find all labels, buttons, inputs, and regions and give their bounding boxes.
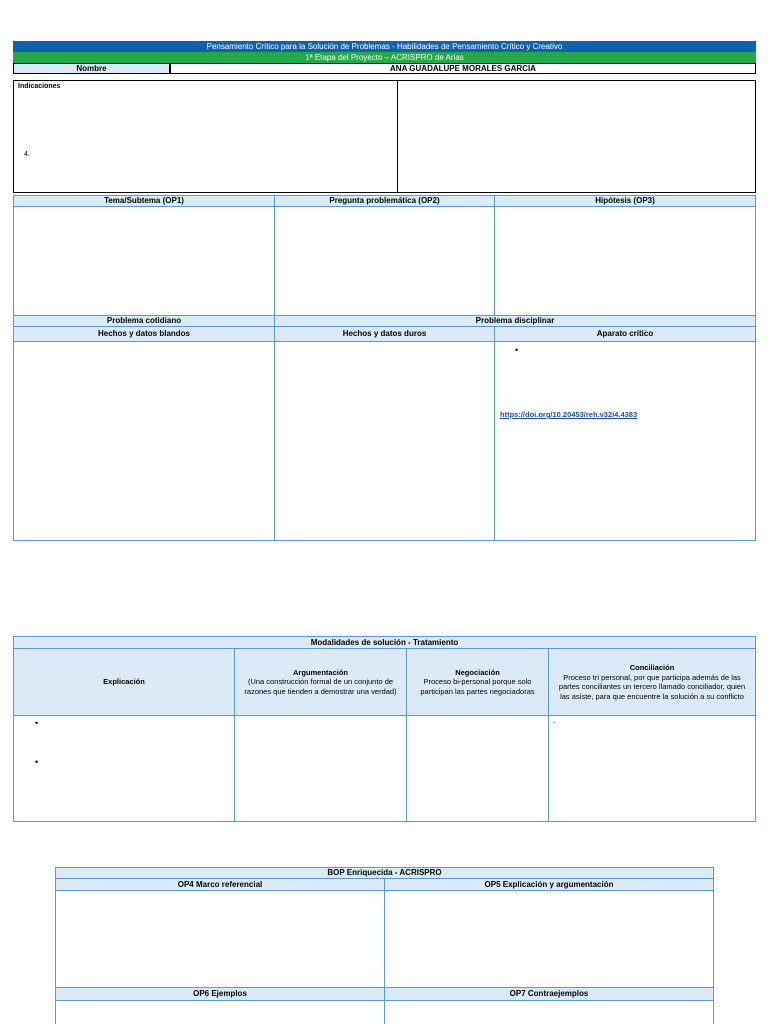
modalidades-title: Modalidades de solución - Tratamiento bbox=[13, 636, 756, 649]
conciliacion-dot: . bbox=[553, 716, 556, 725]
argumentacion-cell bbox=[234, 715, 407, 822]
indicaciones-right-box bbox=[397, 80, 756, 193]
argumentacion-desc: (Una construcción formal de un conjunto de razones que tienden a demostrar una verdad) bbox=[244, 677, 397, 696]
indicaciones-item: 4. bbox=[24, 151, 30, 158]
name-label: Nombre bbox=[13, 63, 170, 74]
aparato-critico-cell bbox=[494, 341, 756, 541]
hechos-duros-header: Hechos y datos duros bbox=[274, 326, 495, 342]
problema-disciplinar-header: Problema disciplinar bbox=[274, 315, 756, 327]
conciliacion-title: Conciliación bbox=[629, 663, 675, 672]
explicacion-cell bbox=[13, 715, 235, 822]
hechos-blandos-header: Hechos y datos blandos bbox=[13, 326, 275, 342]
tema-subtema-cell bbox=[13, 206, 275, 316]
aparato-critico-bullet: • bbox=[515, 345, 519, 355]
negociacion-desc: Proceso bi-personal porque solo participan las partes negociadoras bbox=[420, 677, 535, 696]
argumentacion-title: Argumentación bbox=[292, 667, 348, 677]
indicaciones-box bbox=[13, 80, 398, 193]
hipotesis-header: Hipótesis (OP3) bbox=[494, 195, 756, 207]
name-value: ANA GUADALUPE MORALES GARCIA bbox=[170, 63, 756, 74]
op6-cell bbox=[55, 1000, 385, 1024]
hechos-blandos-cell bbox=[13, 341, 275, 541]
negociacion-cell bbox=[406, 715, 549, 822]
explicacion-bullet-2: • bbox=[35, 757, 39, 767]
conciliacion-desc: Proceso tri personal, por que participa además de las partes conciliantes un tercero llamado conciliador, quien las asiste, para que encuentre la solución a su conflicto bbox=[558, 672, 746, 701]
op6-header: OP6 Ejemplos bbox=[55, 987, 385, 1001]
pregunta-problematica-cell bbox=[274, 206, 495, 316]
aparato-critico-header: Aparato crítico bbox=[494, 326, 756, 342]
op4-cell bbox=[55, 890, 385, 988]
negociacion-header bbox=[406, 648, 549, 716]
pregunta-problematica-header: Pregunta problemática (OP2) bbox=[274, 195, 495, 207]
bop-title: BOP Enriquecida - ACRISPRO bbox=[55, 867, 714, 879]
op4-header: OP4 Marco referencial bbox=[55, 878, 385, 891]
hechos-duros-cell bbox=[274, 341, 495, 541]
conciliacion-header bbox=[548, 648, 756, 716]
doi-link[interactable]: https://doi.org/10.20453/reh.v32i4.4383 bbox=[500, 410, 638, 419]
explicacion-label: Explicación bbox=[103, 677, 145, 687]
op5-cell bbox=[384, 890, 714, 988]
tema-subtema-header: Tema/Subtema (OP1) bbox=[13, 195, 275, 207]
problema-cotidiano-header: Problema cotidiano bbox=[13, 315, 275, 327]
negociacion-title: Negociación bbox=[455, 667, 500, 677]
op5-header: OP5 Explicación y argumentación bbox=[384, 878, 714, 891]
explicacion-header bbox=[13, 648, 235, 716]
op7-cell bbox=[384, 1000, 714, 1024]
indicaciones-title: Indicaciones bbox=[18, 83, 61, 90]
conciliacion-cell bbox=[548, 715, 756, 822]
argumentacion-header bbox=[234, 648, 407, 716]
project-stage-banner: 1ª Etapa del Proyecto – ACRISPRO de Arias bbox=[13, 52, 756, 63]
course-title-banner: Pensamiento Crítico para la Solución de Problemas - Habilidades de Pensamiento Crítico y Creativo bbox=[13, 41, 756, 52]
hipotesis-cell bbox=[494, 206, 756, 316]
explicacion-bullet-1: • bbox=[35, 718, 39, 728]
op7-header: OP7 Contraejemplos bbox=[384, 987, 714, 1001]
